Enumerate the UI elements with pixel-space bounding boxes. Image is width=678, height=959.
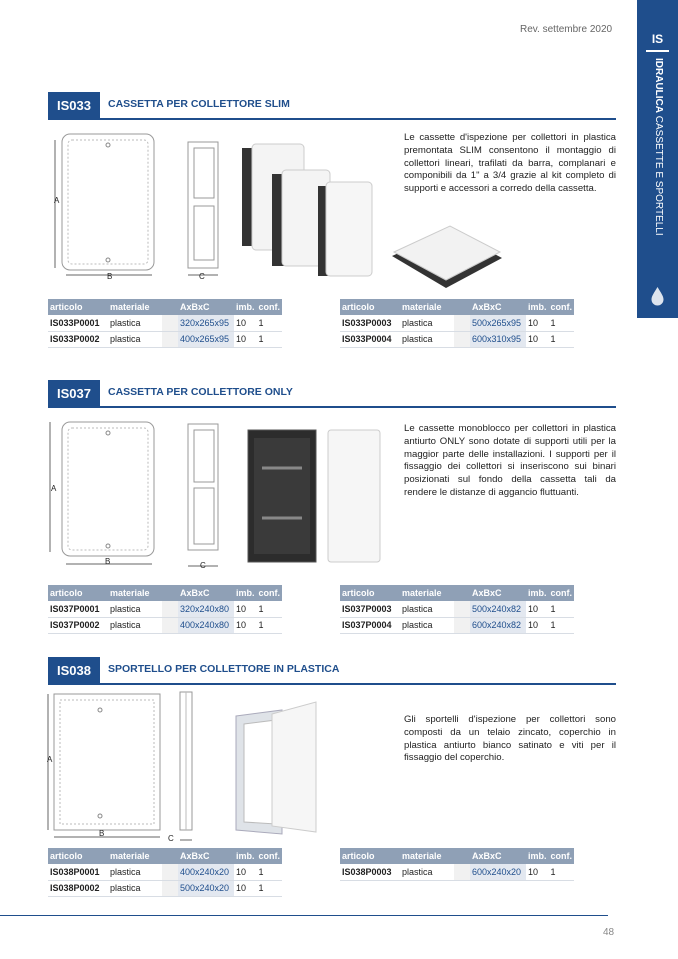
table-header-row [48,299,282,315]
dim-label-a: A [54,196,60,205]
table-row [48,315,282,331]
col-dim: AxBxC [470,848,526,864]
material: plastica [108,331,162,347]
dimensions: 400x265x95 [178,331,234,347]
spec-table-left [48,848,282,897]
dimensions: 400x240x20 [178,864,234,880]
col-articolo: articolo [48,299,108,315]
conf: 1 [257,315,283,331]
table-header-row [340,299,574,315]
dim-label-b: B [99,829,105,838]
spec-table-left [48,299,282,348]
category-label: IDRAULICA CASSETTE E SPORTELLI [653,58,664,236]
col-articolo: articolo [340,848,400,864]
material: plastica [108,617,162,633]
material: plastica [400,601,454,617]
table-row [48,617,282,633]
color-swatch [454,617,470,633]
col-swatch [454,585,470,601]
spec-table-right [340,848,574,881]
imb: 10 [526,864,549,880]
imb: 10 [234,315,257,331]
col-imb: imb. [526,585,549,601]
material: plastica [400,864,454,880]
material: plastica [400,315,454,331]
dimensions: 500x265x95 [470,315,526,331]
article-code: IS038P0002 [48,880,108,896]
imb: 10 [234,331,257,347]
table-header-row [340,848,574,864]
section-title: SPORTELLO PER COLLETTORE IN PLASTICA [108,663,340,675]
col-articolo: articolo [340,585,400,601]
col-materiale: materiale [400,848,454,864]
color-swatch [454,331,470,347]
table-row [340,864,574,880]
col-articolo: articolo [48,848,108,864]
col-conf: conf. [257,848,283,864]
dim-label-c: C [199,272,205,281]
conf: 1 [549,315,575,331]
col-dim: AxBxC [470,299,526,315]
dimensions: 500x240x82 [470,601,526,617]
col-imb: imb. [526,848,549,864]
dimensions: 320x240x80 [178,601,234,617]
col-swatch [454,299,470,315]
conf: 1 [549,864,575,880]
color-swatch [162,315,178,331]
article-code: IS037P0004 [340,617,400,633]
section-description: Le cassette d'ispezione per collettori in plastica premontata SLIM consentono il montaggio di collettori lineari, trafilati da barra, complanari e componibili da 1" a 3/4 grazie al kit completo di supporti e accessori a corredo della cassetta. [404,132,616,195]
color-swatch [162,617,178,633]
material: plastica [108,601,162,617]
conf: 1 [257,601,283,617]
imb: 10 [526,617,549,633]
imb: 10 [234,864,257,880]
col-conf: conf. [257,585,283,601]
col-materiale: materiale [108,585,162,601]
table-header-row [48,585,282,601]
col-conf: conf. [549,848,575,864]
product-photo-lid [388,222,508,294]
conf: 1 [257,331,283,347]
spec-table-right [340,585,574,634]
table-row [340,315,574,331]
conf: 1 [549,601,575,617]
dimensions: 600x310x95 [470,331,526,347]
material: plastica [108,864,162,880]
dimensions: 320x265x95 [178,315,234,331]
table-row [48,601,282,617]
article-code: IS037P0002 [48,617,108,633]
footer-divider [0,915,608,916]
spec-table-right [340,299,574,348]
material: plastica [108,880,162,896]
section-code: IS037 [48,380,100,408]
water-drop-icon [650,286,665,306]
col-swatch [162,848,178,864]
col-materiale: materiale [400,585,454,601]
dimensions: 500x240x20 [178,880,234,896]
conf: 1 [549,331,575,347]
category-side-tab [637,0,678,318]
section-code: IS038 [48,657,100,685]
imb: 10 [526,331,549,347]
col-imb: imb. [526,299,549,315]
color-swatch [162,331,178,347]
table-row [48,864,282,880]
dimensions: 600x240x82 [470,617,526,633]
conf: 1 [257,880,283,896]
col-materiale: materiale [108,848,162,864]
section-header [48,657,616,685]
col-imb: imb. [234,299,257,315]
col-swatch [162,585,178,601]
table-row [340,601,574,617]
col-materiale: materiale [108,299,162,315]
section-title: CASSETTA PER COLLETTORE SLIM [108,98,290,110]
dim-label-c: C [168,834,174,843]
material: plastica [108,315,162,331]
col-dim: AxBxC [470,585,526,601]
dimensions: 600x240x20 [470,864,526,880]
product-drawing-slim [48,130,388,290]
dim-label-c: C [200,561,206,570]
col-dim: AxBxC [178,848,234,864]
col-dim: AxBxC [178,299,234,315]
material: plastica [400,331,454,347]
col-dim: AxBxC [178,585,234,601]
category-code: IS [651,32,664,46]
article-code: IS037P0003 [340,601,400,617]
section-title: CASSETTA PER COLLETTORE ONLY [108,386,293,398]
imb: 10 [234,601,257,617]
col-articolo: articolo [48,585,108,601]
table-header-row [48,848,282,864]
article-code: IS033P0004 [340,331,400,347]
revision-date: Rev. settembre 2020 [520,24,613,35]
conf: 1 [549,617,575,633]
section-header [48,92,616,120]
color-swatch [454,601,470,617]
table-row [340,331,574,347]
imb: 10 [526,601,549,617]
col-swatch [454,848,470,864]
article-code: IS037P0001 [48,601,108,617]
section-header [48,380,616,408]
section-description: Gli sportelli d'ispezione per collettori sono composti da un telaio zincato, coperchio in plastica antiurto bianco satinato e viti per il fissaggio del coperchio. [404,714,616,764]
color-swatch [454,864,470,880]
imb: 10 [234,617,257,633]
spec-table-left [48,585,282,634]
table-row [48,331,282,347]
dim-label-b: B [107,272,113,281]
page-number: 48 [603,927,615,938]
table-header-row [340,585,574,601]
divider [646,50,669,52]
color-swatch [162,601,178,617]
article-code: IS038P0003 [340,864,400,880]
col-conf: conf. [549,585,575,601]
article-code: IS033P0003 [340,315,400,331]
col-swatch [162,299,178,315]
color-swatch [162,864,178,880]
table-row [48,880,282,896]
product-drawing-only [40,418,390,578]
dim-label-a: A [51,484,57,493]
col-conf: conf. [257,299,283,315]
col-materiale: materiale [400,299,454,315]
conf: 1 [257,617,283,633]
color-swatch [162,880,178,896]
article-code: IS033P0002 [48,331,108,347]
dim-label-b: B [105,557,111,566]
col-imb: imb. [234,848,257,864]
col-imb: imb. [234,585,257,601]
imb: 10 [526,315,549,331]
section-code: IS033 [48,92,100,120]
imb: 10 [234,880,257,896]
section-description: Le cassette monoblocco per collettori in plastica antiurto ONLY sono dotate di supporti utili per la maggior parte delle installazioni. I supporti per il fissaggio dei collettori si inseriscono sui binari posizionati sul fondo della cassetta tali da rendere le distanze di aggancio fluttuanti. [404,423,616,498]
material: plastica [400,617,454,633]
dim-label-a: A [47,755,53,764]
color-swatch [454,315,470,331]
col-conf: conf. [549,299,575,315]
article-code: IS038P0001 [48,864,108,880]
col-articolo: articolo [340,299,400,315]
dimensions: 400x240x80 [178,617,234,633]
article-code: IS033P0001 [48,315,108,331]
conf: 1 [257,864,283,880]
product-drawing-door [40,690,330,845]
table-row [340,617,574,633]
